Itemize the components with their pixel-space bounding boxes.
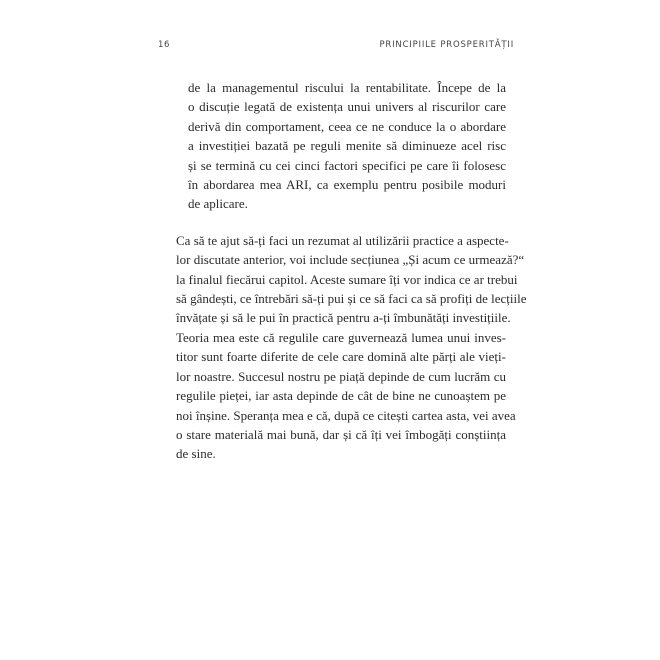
text-line: o discuție legată de existența unui univers al riscurilor care	[188, 99, 506, 115]
page-number: 16	[158, 40, 171, 50]
text-line: la finalul fiecărui capitol. Aceste sumare îți vor indica ce ar trebui	[176, 271, 518, 287]
text-line: titor sunt foarte diferite de cele care domină alte părți ale vieți-	[176, 349, 506, 365]
running-title: PRINCIPIILE PROSPERITĂȚII	[379, 40, 514, 50]
text-line: lor noastre. Succesul nostru pe piață depinde de cum lucrăm cu	[176, 368, 506, 384]
text-line: de aplicare.	[188, 196, 248, 212]
text-line: și se termină cu cei cinci factori specifici pe care îi folosesc	[188, 157, 506, 173]
paragraph	[176, 328, 516, 464]
text-line: Ca să te ajut să-ți faci un rezumat al utilizării practice a aspecte-	[176, 232, 509, 248]
indented-block	[188, 78, 506, 214]
text-line: Teoria mea este că regulile care guvernează lumea unui inves-	[176, 329, 506, 345]
paragraph	[176, 231, 527, 328]
text-line: regulile pieței, iar asta depinde de cât de bine ne cunoaștem pe	[176, 388, 506, 404]
text-line: în abordarea mea ARI, ca exemplu pentru posibile moduri	[188, 177, 506, 193]
text-line: lor discutate anterior, voi include secțiunea „Și acum ce urmează?“	[176, 252, 525, 268]
text-line: de la managementul riscului la rentabilitate. Începe de la	[188, 80, 506, 95]
page-header	[158, 40, 514, 54]
text-line: a investiției bazată pe reguli menite să diminueze acel risc	[188, 138, 506, 154]
text-line: de sine.	[176, 446, 216, 462]
text-line: noi înșine. Speranța mea e că, după ce citești cartea asta, vei avea	[176, 407, 516, 423]
body-text	[176, 78, 527, 464]
text-line: învățate și să le pui în practică pentru a-ți îmbunătăți investițiile.	[176, 310, 511, 326]
text-line: să gândești, ce întrebări să-ți pui și ce să faci ca să profiți de lecțiile	[176, 291, 527, 307]
text-line: derivă din comportament, ceea ce ne conduce la o abordare	[188, 118, 506, 134]
text-line: o stare materială mai bună, dar și că îți vei îmbogăți conștiința	[176, 426, 506, 442]
